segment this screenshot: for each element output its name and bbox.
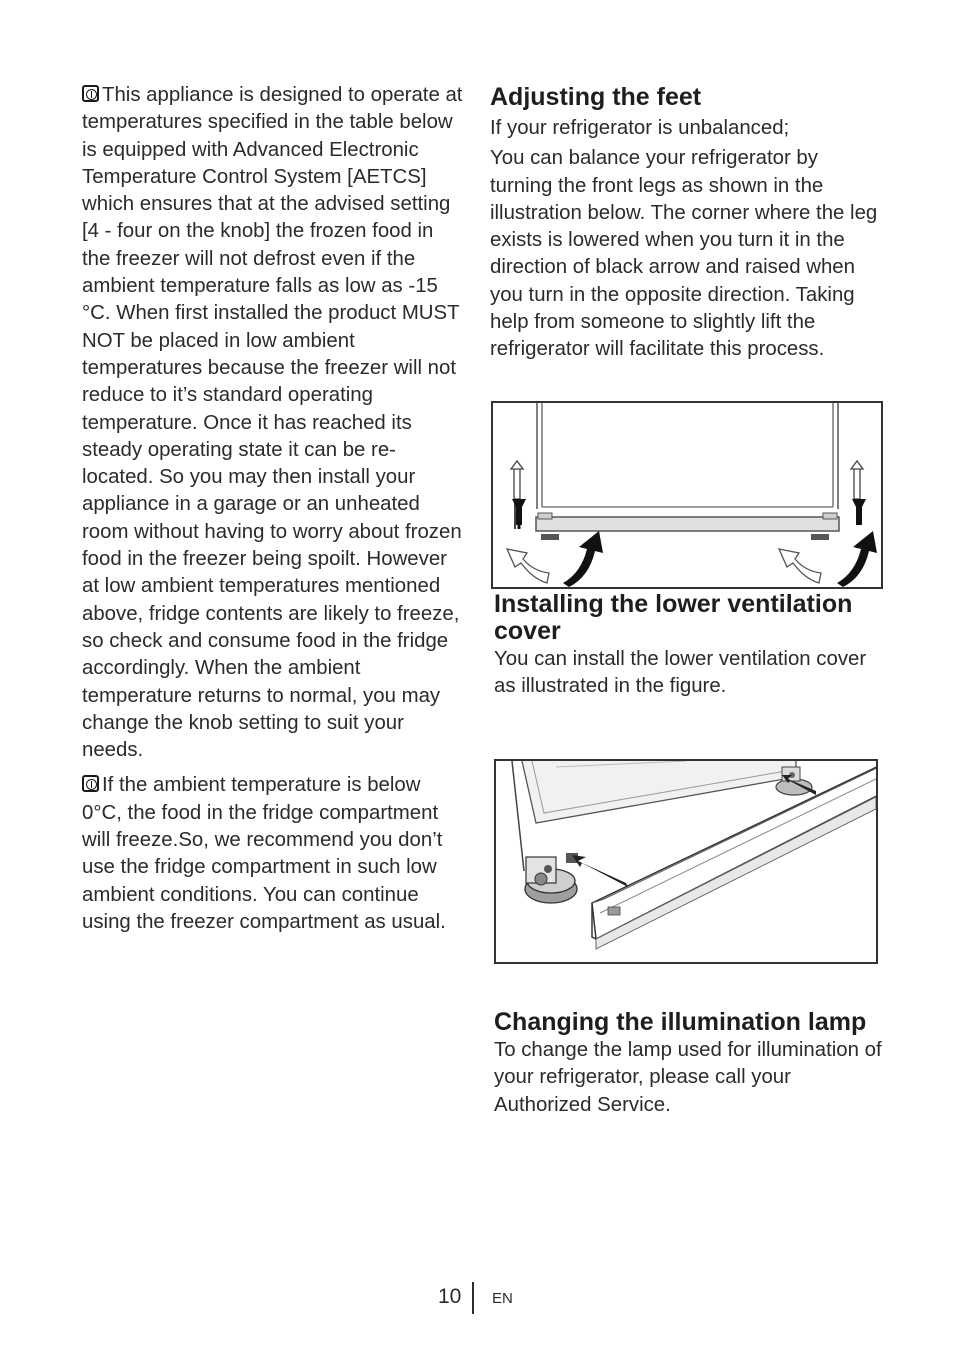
adjusting-feet-section bbox=[490, 84, 880, 364]
ventilation-section bbox=[494, 591, 874, 701]
lamp-body: To change the lamp used for illumination of your refrigerator, please call your Authorized Service. bbox=[494, 1039, 882, 1116]
feet-adjustment-illustration bbox=[493, 403, 881, 587]
ventilation-body: You can install the lower ventilation cover as illustrated in the figure. bbox=[494, 648, 867, 698]
below-zero-paragraph bbox=[82, 772, 466, 936]
ambient-temperature-text: This appliance is designed to operate at temperatures specified in the table below is equipped with Advanced Electronic Temperature Control System [AETCS] which ensures that at the advised setting [4 - four on the knob] the frozen food in the freezer will not defrost even if the ambient temperature falls as low as -15 °C. When first installed the product MUST NOT be placed in low ambient temperatures because the freezer will not reduce to it’s standard operating temperature. Once it has reached its steady operating state it can be re-located. So you may then install your appliance in a garage or an unheated room without having to worry about frozen food in the freezer being spoilt. However at low ambient temperatures mentioned above, fridge contents are likely to freeze, so check and consume food in the fridge accordingly. When the ambient temperature returns to normal, you may change the knob setting to suit your needs. bbox=[82, 84, 463, 762]
ventilation-cover-illustration bbox=[496, 761, 876, 962]
lamp-heading: Changing the illumination lamp bbox=[494, 1008, 867, 1036]
adjusting-feet-body: You can balance your refrigerator by turning the front legs as shown in the illustration below. The corner where the leg exists is lowered when you turn it in the direction of black arrow and raised when you turn in the opposite direction. Taking help from someone to slightly lift the refrigerator will facilitate this process. bbox=[490, 147, 878, 361]
language-code: EN bbox=[492, 1290, 513, 1307]
left-column bbox=[82, 82, 466, 944]
ventilation-cover-figure bbox=[494, 759, 878, 964]
lamp-section bbox=[494, 1009, 884, 1119]
feet-adjustment-figure bbox=[491, 401, 883, 589]
footer-divider bbox=[472, 1282, 474, 1314]
page-number: 10 bbox=[438, 1285, 462, 1308]
adjusting-feet-heading: Adjusting the feet bbox=[490, 83, 702, 111]
below-zero-text: If the ambient temperature is below 0°C, the food in the fridge compartment will freeze.So, we recommend you don’t use the fridge compartment in such low ambient conditions. You can continue using the freezer compartment as usual. bbox=[82, 774, 446, 933]
info-icon bbox=[82, 85, 99, 102]
ambient-temperature-paragraph bbox=[82, 82, 466, 764]
info-icon bbox=[82, 775, 99, 792]
ventilation-heading: Installing the lower ventilation cover bbox=[494, 590, 853, 645]
adjusting-feet-intro: If your refrigerator is unbalanced; bbox=[490, 117, 790, 139]
